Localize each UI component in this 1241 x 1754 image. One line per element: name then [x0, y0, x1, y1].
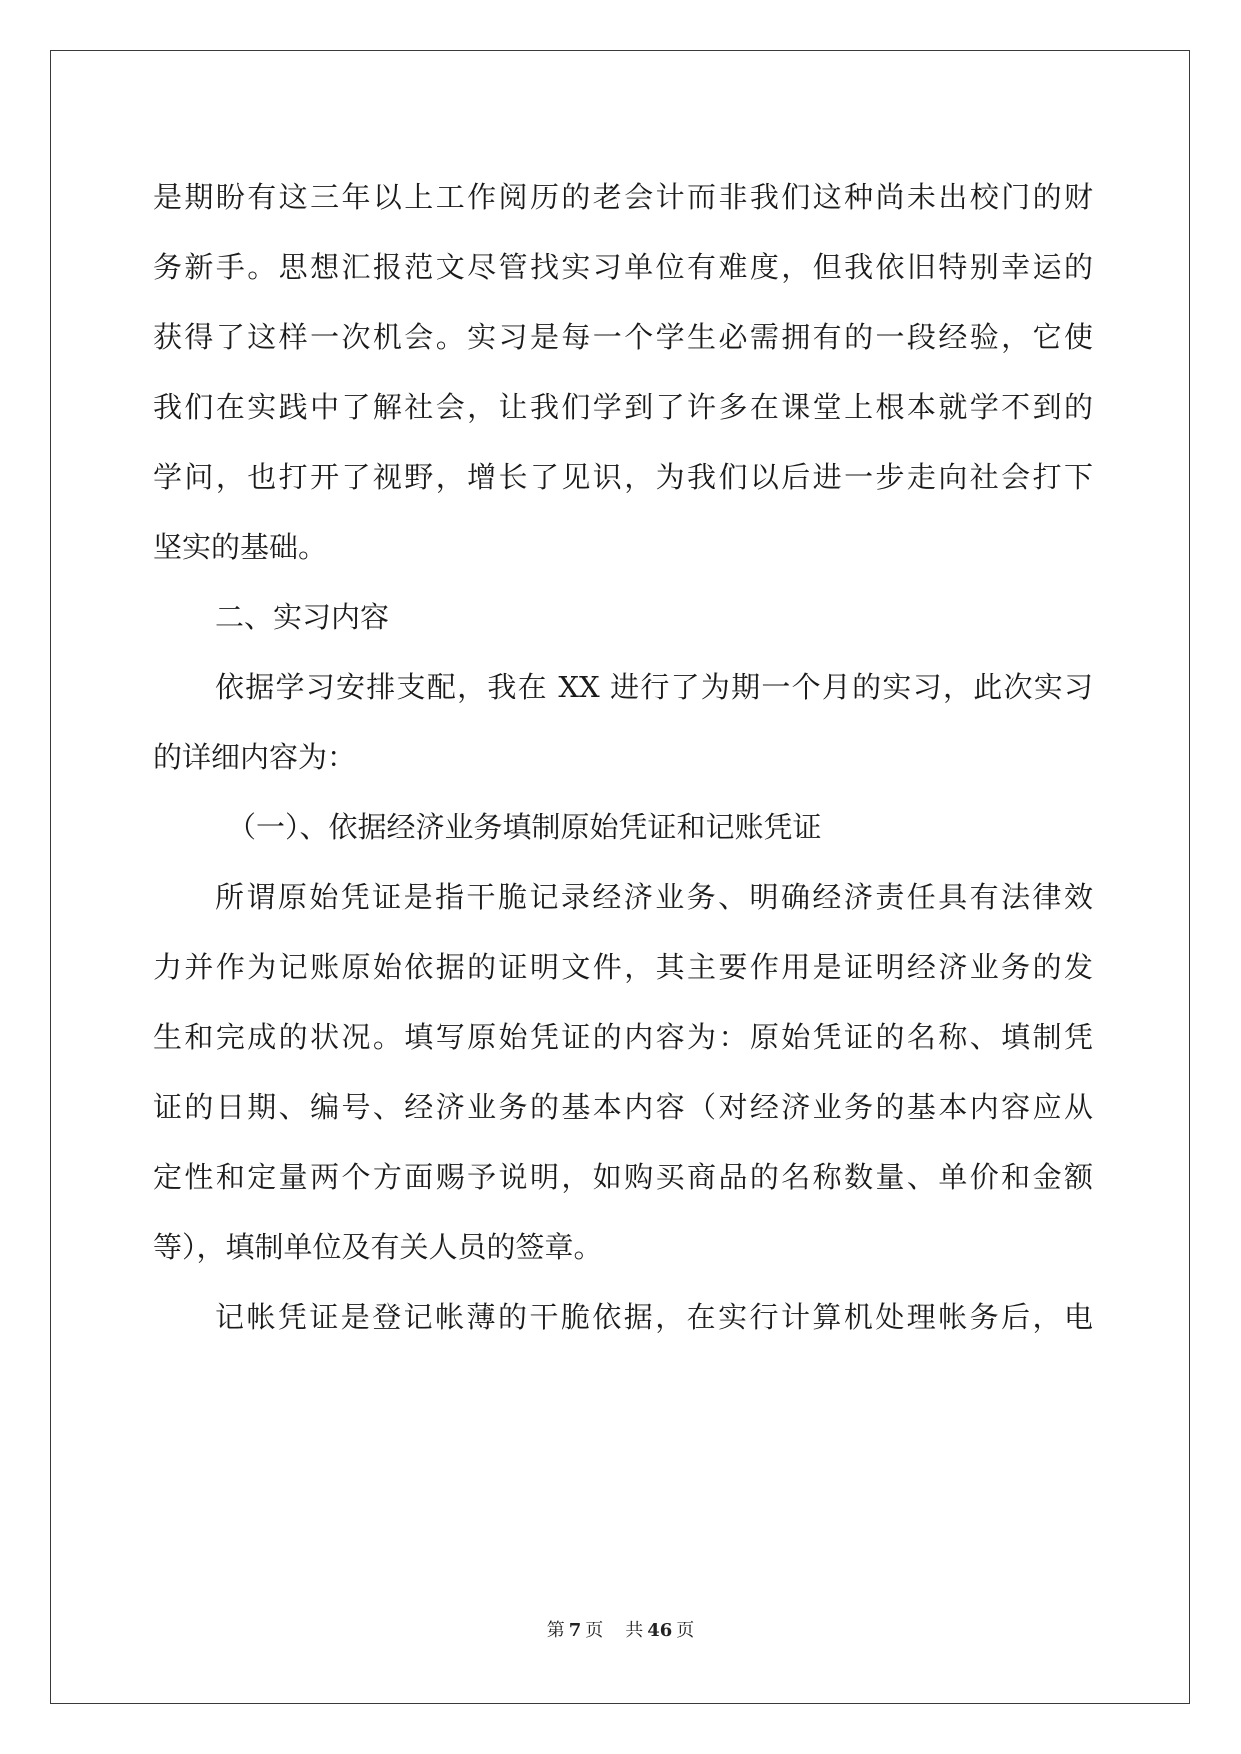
subsection-heading: （一）、依据经济业务填制原始凭证和记账凭证 — [227, 810, 822, 844]
paragraph-line: 我们在实践中了解社会，让我们学到了许多在课堂上根本就学不到的 — [153, 390, 1093, 424]
paragraph-line: 获得了这样一次机会。实习是每一个学生必需拥有的一段经验，它使 — [153, 320, 1093, 354]
footer-page-suffix: 页 — [585, 1620, 604, 1641]
paragraph-line: 学问，也打开了视野，增长了见识，为我们以后进一步走向社会打下 — [153, 460, 1093, 494]
section-heading: 二、实习内容 — [215, 600, 390, 634]
paragraph-line: 生和完成的状况。填写原始凭证的内容为：原始凭证的名称、填制凭 — [153, 1020, 1093, 1054]
document-body — [153, 162, 1093, 1352]
footer-total-prefix: 共 — [625, 1620, 644, 1641]
footer-page-number: 7 — [568, 1620, 582, 1641]
paragraph-line-end: 的详细内容为： — [153, 740, 357, 774]
footer-prefix: 第 — [546, 1620, 565, 1641]
page-footer — [0, 1616, 1241, 1642]
footer-total-pages: 46 — [647, 1620, 673, 1641]
paragraph-line: 证的日期、编号、经济业务的基本内容（对经济业务的基本内容应从 — [153, 1090, 1093, 1124]
paragraph-line-end: 坚实的基础。 — [153, 530, 328, 564]
paragraph-line: 依据学习安排支配，我在 XX 进行了为期一个月的实习，此次实习 — [215, 670, 1093, 704]
paragraph-line: 所谓原始凭证是指干脆记录经济业务、明确经济责任具有法律效 — [215, 880, 1093, 914]
paragraph-line-end: 等），填制单位及有关人员的签章。 — [153, 1230, 603, 1264]
paragraph-line: 务新手。思想汇报范文尽管找实习单位有难度，但我依旧特别幸运的 — [153, 250, 1093, 284]
paragraph-line: 是期盼有这三年以上工作阅历的老会计而非我们这种尚未出校门的财 — [153, 180, 1093, 214]
footer-total-suffix: 页 — [676, 1620, 695, 1641]
paragraph-line: 定性和定量两个方面赐予说明，如购买商品的名称数量、单价和金额 — [153, 1160, 1093, 1194]
paragraph-line: 记帐凭证是登记帐薄的干脆依据，在实行计算机处理帐务后，电 — [215, 1300, 1093, 1334]
paragraph-line: 力并作为记账原始依据的证明文件，其主要作用是证明经济业务的发 — [153, 950, 1093, 984]
